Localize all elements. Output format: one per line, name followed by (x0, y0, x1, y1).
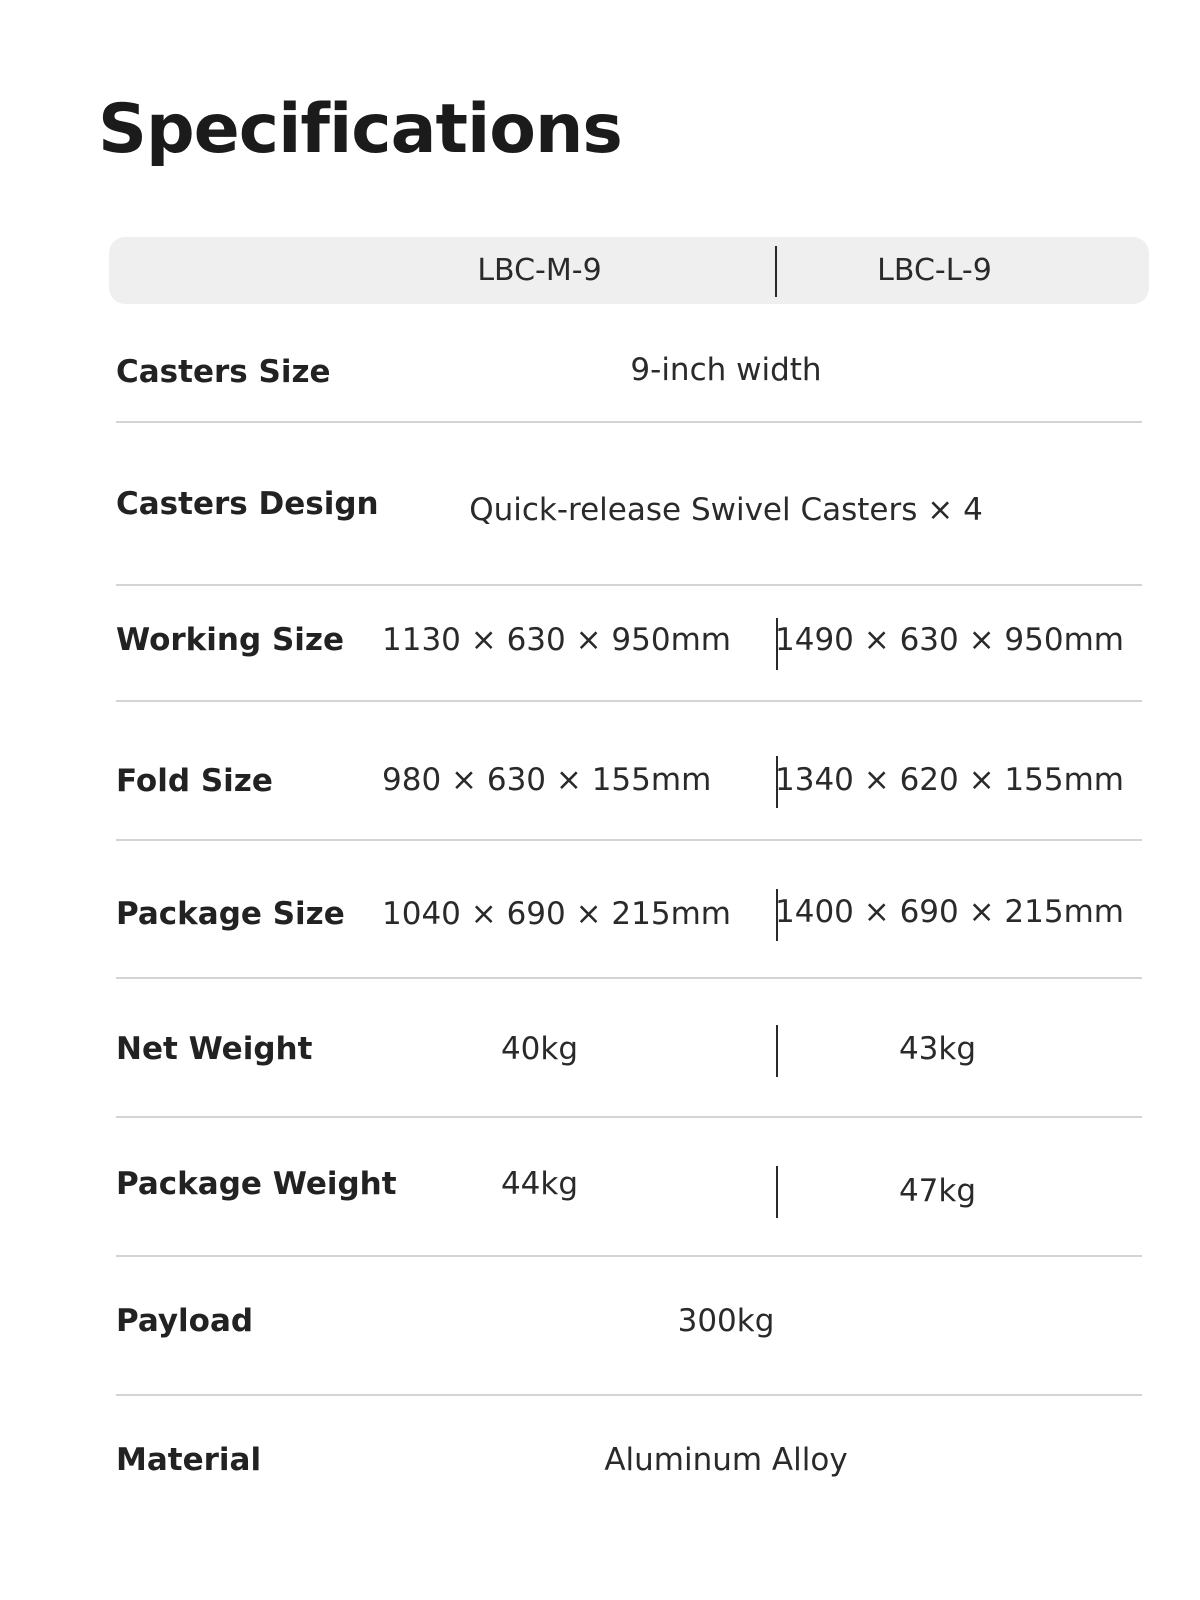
spec-row-net-weight (116, 979, 1142, 1118)
spec-value-lbc-m: 1040 × 690 × 215mm (382, 896, 731, 932)
spec-label: Package Weight (116, 1166, 397, 1202)
model-column-header-m: LBC-M-9 (477, 253, 602, 288)
spec-table-header (109, 237, 1149, 304)
spec-value-lbc-l: 1490 × 630 × 950mm (775, 622, 1124, 658)
spec-value-shared: 300kg (677, 1303, 775, 1339)
spec-row-casters-design (116, 423, 1142, 586)
spec-label: Payload (116, 1303, 254, 1339)
spec-value-lbc-m: 40kg (500, 1031, 579, 1067)
spec-label: Package Size (116, 896, 345, 932)
spec-row-casters-size (116, 330, 1142, 423)
spec-value-lbc-l: 1340 × 620 × 155mm (775, 762, 1124, 798)
spec-row-fold-size (116, 702, 1142, 841)
spec-value-lbc-m: 1130 × 630 × 950mm (382, 622, 731, 658)
spec-value-shared: Aluminum Alloy (604, 1442, 848, 1478)
spec-label: Fold Size (116, 763, 273, 799)
spec-value-lbc-l: 43kg (898, 1031, 977, 1067)
spec-label: Net Weight (116, 1031, 313, 1067)
spec-label: Casters Design (116, 486, 379, 522)
spec-value-lbc-m: 980 × 630 × 155mm (382, 762, 712, 798)
page-title: Specifications (98, 90, 622, 169)
spec-value-shared: Quick-release Swivel Casters × 4 (469, 492, 983, 528)
spec-label: Working Size (116, 622, 344, 658)
spec-row-payload (116, 1257, 1142, 1396)
spec-row-working-size (116, 586, 1142, 702)
spec-label: Material (116, 1442, 262, 1478)
model-column-header-l: LBC-L-9 (877, 253, 992, 288)
spec-value-lbc-l: 1400 × 690 × 215mm (775, 894, 1124, 930)
spec-row-package-weight (116, 1118, 1142, 1257)
spec-value-lbc-m: 44kg (500, 1166, 579, 1202)
spec-row-package-size (116, 841, 1142, 979)
spec-value-lbc-l: 47kg (898, 1173, 977, 1209)
spec-row-material (116, 1396, 1142, 1506)
spec-label: Casters Size (116, 354, 331, 390)
spec-value-shared: 9-inch width (630, 352, 822, 388)
